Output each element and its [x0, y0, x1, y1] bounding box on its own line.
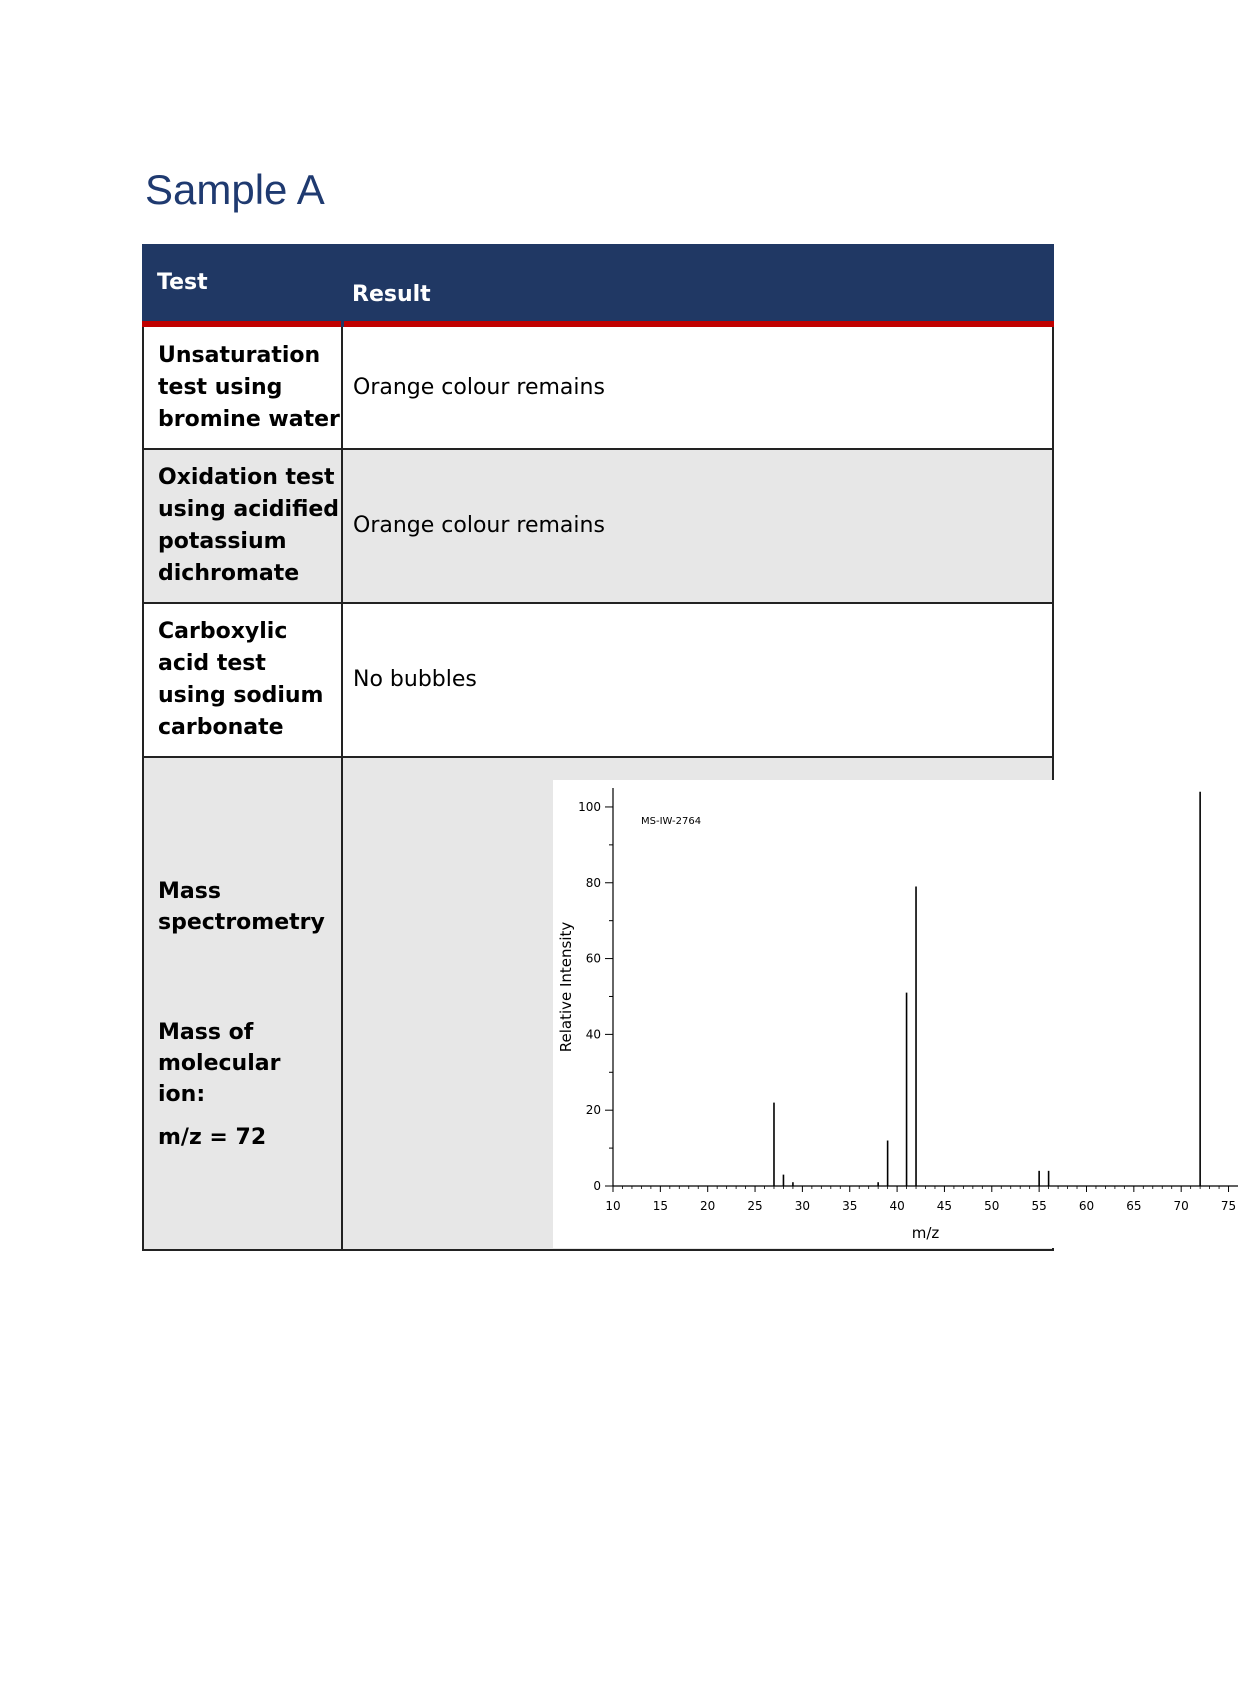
- x-tick-label: 15: [652, 1199, 668, 1213]
- x-tick-label: 30: [794, 1199, 811, 1213]
- molecular-ion-value: m/z = 72: [158, 1125, 267, 1150]
- test-cell: [144, 758, 343, 1249]
- x-tick-label: 20: [700, 1199, 716, 1213]
- x-tick-label: 50: [984, 1199, 1000, 1213]
- results-table: [142, 244, 1237, 1251]
- test-cell: Unsaturation test using bromine water: [144, 327, 343, 448]
- table-row: [142, 327, 1054, 450]
- test-cell: Carboxylic acid test using sodium carbonate: [144, 604, 343, 756]
- x-tick-label: 55: [1031, 1199, 1047, 1213]
- y-tick-label: 40: [585, 1027, 601, 1042]
- x-tick-label: 65: [1126, 1199, 1142, 1213]
- y-tick-label: 0: [593, 1179, 601, 1193]
- x-axis-label: m/z: [911, 1224, 940, 1242]
- result-cell: Orange colour remains: [353, 374, 605, 400]
- test-cell: Oxidation test using acidified potassium dichromate: [144, 450, 343, 602]
- header-divider: [341, 244, 344, 327]
- table-row: [142, 604, 1054, 758]
- table-row: [142, 450, 1054, 604]
- x-tick-label: 25: [747, 1199, 763, 1213]
- x-tick-label: 60: [1078, 1199, 1095, 1213]
- chart-annotation: MS-IW-2764: [641, 816, 702, 827]
- x-tick-label: 75: [1220, 1199, 1237, 1213]
- molecular-ion-label: Mass of molecular ion:: [158, 1020, 281, 1107]
- y-tick-label: 100: [578, 799, 601, 814]
- table-row-mass-spec: [142, 758, 1237, 1251]
- mass-spectrum-chart: [553, 780, 1245, 1248]
- y-tick-label: 80: [585, 875, 601, 890]
- result-cell: Orange colour remains: [353, 513, 605, 538]
- table-header: [142, 244, 1054, 327]
- x-tick-label: 70: [1173, 1199, 1189, 1213]
- x-tick-label: 45: [936, 1199, 953, 1213]
- y-axis-label: Relative Intensity: [557, 921, 575, 1053]
- y-tick-label: 20: [585, 1103, 601, 1118]
- x-tick-label: 10: [605, 1199, 621, 1213]
- mass-spec-label: Mass spectrometry: [158, 879, 325, 935]
- header-test: Test: [157, 270, 208, 295]
- mass-spectrum-svg: [553, 780, 1245, 1248]
- y-tick-label: 60: [585, 951, 601, 966]
- x-tick-label: 35: [842, 1199, 858, 1213]
- result-cell: No bubbles: [353, 667, 477, 692]
- x-tick-label: 40: [889, 1199, 905, 1213]
- result-cell: [343, 758, 1237, 1249]
- header-result: Result: [352, 282, 431, 307]
- page-title: Sample A: [145, 166, 325, 213]
